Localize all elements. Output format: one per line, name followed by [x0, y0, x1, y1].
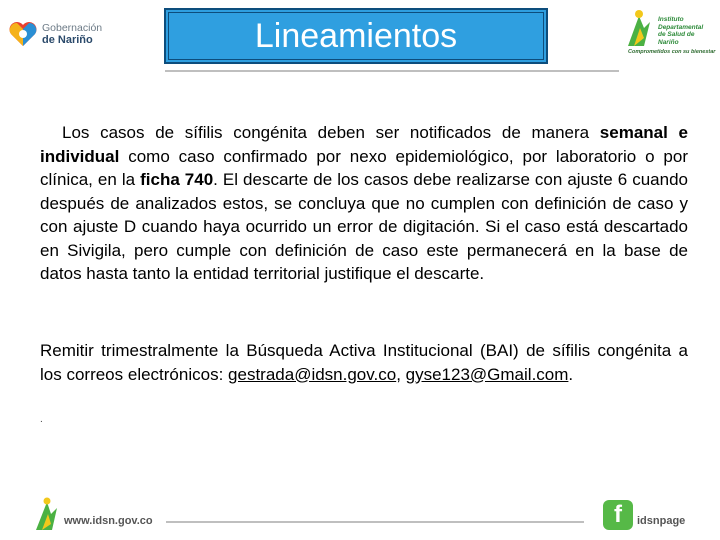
trailing-dot: .	[40, 414, 43, 425]
footer-facebook-page[interactable]: idsnpage	[637, 515, 686, 527]
paragraph-notification	[40, 121, 688, 286]
idsn-logo-line3: de Salud de Nariño	[658, 31, 695, 46]
para2-end: .	[568, 364, 574, 384]
title-banner	[164, 8, 548, 64]
para2-separator: ,	[396, 364, 406, 384]
idsn-logo-line2: Departamental	[658, 23, 704, 31]
para1-text-3: . El descarte de los casos debe realizarse con ajuste 6 cuando después de analizados estos, se concluya que no cumplen con definición de caso y con ajuste D cuando haya ocurrido un error de digitación. Si el caso está descartado en Sivigila, pero cumple con definición de caso este permanecerá en la base de datos hasta tanto la entidad territorial justifique el descarte.	[40, 170, 688, 283]
footer-divider	[166, 521, 584, 523]
para1-text-2: como caso confirmado por nexo epidemiológico, por laboratorio o por clínica, en la	[40, 146, 688, 189]
idsn-logo-line1: Instituto	[658, 16, 684, 23]
page-title: Lineamientos	[254, 16, 458, 55]
footer-website[interactable]: www.idsn.gov.co	[64, 515, 153, 527]
idsn-logo-tagline: Comprometidos con su bienestar	[628, 49, 716, 55]
idsn-mark-icon	[622, 8, 656, 48]
para1-text-1: Los casos de sífilis congénita deben ser notificados de manera	[62, 123, 600, 142]
para1-bold-1: semanal e individual	[40, 123, 688, 166]
para2-text-1: Remitir trimestralmente la Búsqueda Activa Institucional (BAI) de sífilis congénita a los correos electrónicos:	[40, 341, 688, 384]
email-link-gestrada[interactable]: gestrada@idsn.gov.co	[228, 364, 397, 384]
paragraph-bai	[40, 339, 688, 386]
facebook-icon[interactable]: f	[603, 500, 633, 530]
para1-bold-2: ficha 740	[140, 170, 214, 189]
heart-logo-icon	[8, 20, 38, 48]
email-link-gyse[interactable]: gyse123@Gmail.com	[405, 364, 569, 384]
logo-text-line1: Gobernación	[42, 22, 103, 34]
idsn-footer-mark-icon	[32, 496, 62, 532]
header-divider	[165, 70, 619, 72]
logo-text-line2: de Nariño	[42, 34, 93, 46]
gobernacion-narino-logo	[8, 17, 118, 51]
idsn-logo	[622, 8, 716, 58]
